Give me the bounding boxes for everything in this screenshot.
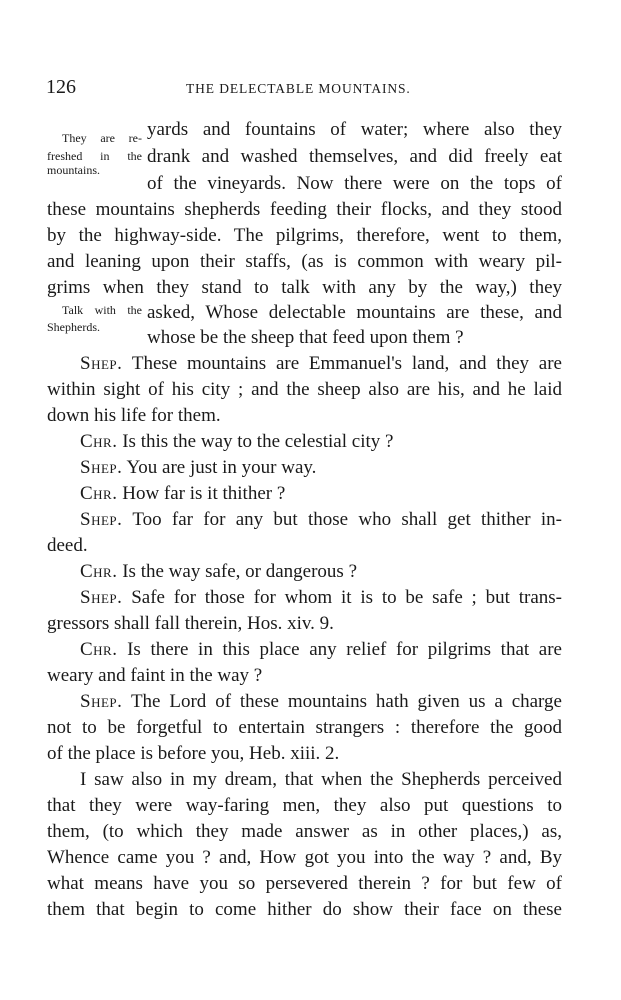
text-line: these mountains shepherds feeding their flocks, and they stood [47, 199, 562, 220]
text-line: that they were way-faring men, they also put questions to [47, 795, 562, 816]
text-line: Shep. These mountains are Emmanuel's land, and they are [80, 353, 562, 374]
sidenote-refreshed-line-3: mountains. [47, 163, 100, 177]
text-line: gressors shall fall therein, Hos. xiv. 9. [47, 613, 334, 634]
text-line: Shep. The Lord of these mountains hath given us a charge [80, 691, 562, 712]
text-line: them, (to which they made answer as in other places,) as, [47, 821, 562, 842]
sidenote-shepherds-line-1: Talk with the [62, 303, 142, 317]
speaker-chr: Chr. [80, 561, 118, 582]
speaker-chr: Chr. [80, 483, 118, 504]
speaker-shep: Shep. [80, 587, 123, 608]
speaker-chr: Chr. [80, 431, 118, 452]
sidenote-shepherds-line-2: Shepherds. [47, 320, 100, 334]
text-line: Chr. Is the way safe, or dangerous ? [80, 561, 358, 582]
text-line: deed. [47, 535, 88, 556]
text-line: by the highway-side. The pilgrims, therefore, went to them, [47, 225, 562, 246]
text-line: down his life for them. [47, 405, 221, 426]
text-line: of the vineyards. Now there were on the tops of [147, 173, 562, 194]
text-line: of the place is before you, Heb. xiii. 2. [47, 743, 340, 764]
text-line: what means have you so persevered therein ? for but few of [47, 873, 562, 894]
speaker-shep: Shep. [80, 509, 123, 530]
speaker-shep: Shep. [80, 353, 123, 374]
text-line: and leaning upon their staffs, (as is common with weary pil- [47, 251, 562, 272]
page-header [46, 76, 566, 100]
sidenote-refreshed-line-2: freshed in the [47, 149, 142, 163]
text-line: yards and fountains of water; where also they [147, 119, 562, 140]
text-line: asked, Whose delectable mountains are these, and [147, 302, 562, 323]
text-line: I saw also in my dream, that when the Shepherds perceived [80, 769, 562, 790]
text-line: Shep. Safe for those for whom it is to be safe ; but trans- [80, 587, 562, 608]
text-line: Shep. Too far for any but those who shall get thither in- [80, 509, 562, 530]
text-line: not to be forgetful to entertain strangers : therefore the good [47, 717, 562, 738]
text-line: them that begin to come hither do show their face on these [47, 899, 562, 920]
speaker-shep: Shep. [80, 691, 123, 712]
text-line: Whence came you ? and, How got you into the way ? and, By [47, 847, 562, 868]
text-line: Chr. How far is it thither ? [80, 483, 286, 504]
speaker-shep: Shep. [80, 457, 123, 478]
running-title: THE DELECTABLE MOUNTAINS. [186, 81, 411, 96]
text-line: drank and washed themselves, and did freely eat [147, 146, 562, 167]
speaker-chr: Chr. [80, 639, 118, 660]
text-line: Chr. Is there in this place any relief for pilgrims that are [80, 639, 562, 660]
text-line: grims when they stand to talk with any by the way,) they [47, 277, 562, 298]
text-line: within sight of his city ; and the sheep also are his, and he laid [47, 379, 562, 400]
text-line: Chr. Is this the way to the celestial city ? [80, 431, 394, 452]
text-line: weary and faint in the way ? [47, 665, 263, 686]
text-line: Shep. You are just in your way. [80, 457, 317, 478]
text-line: whose be the sheep that feed upon them ? [147, 327, 464, 348]
sidenote-refreshed-line-1: They are re- [62, 131, 142, 145]
page-number: 126 [46, 76, 76, 98]
